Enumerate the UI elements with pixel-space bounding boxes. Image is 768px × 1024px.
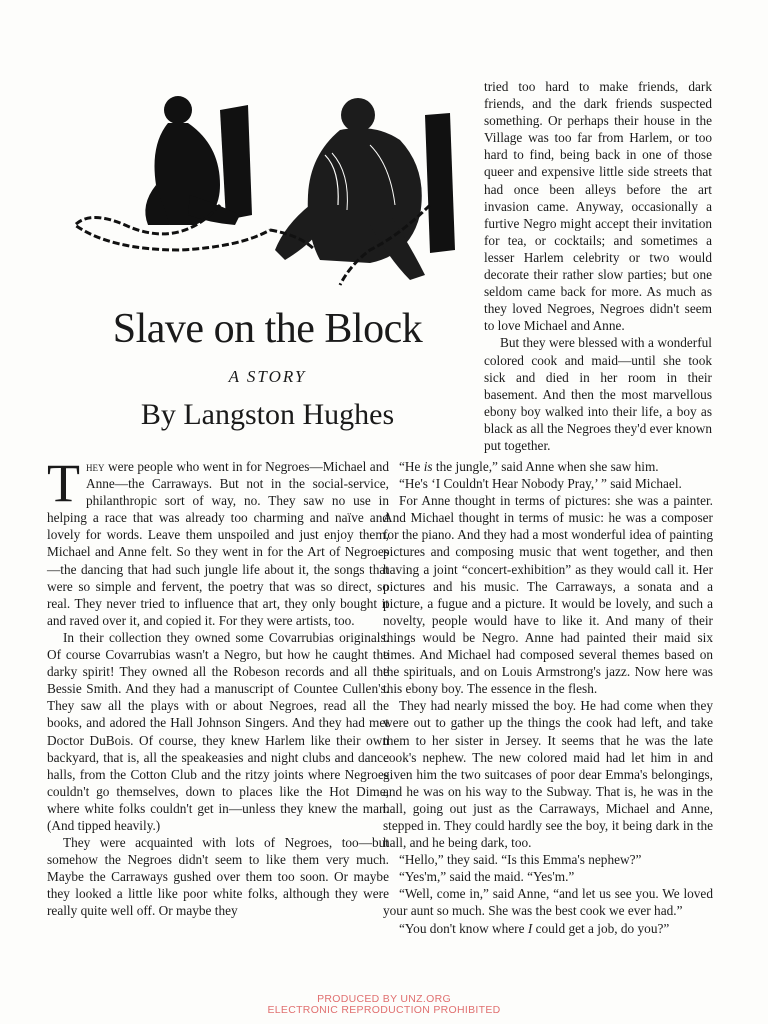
paragraph: But they were blessed with a wonderful colored cook and maid—until she took sick and died in her room in their basement. And then the most marvellous ebony boy walked into their life, a boy as black as all the Negroes they'd ever known put together. [484,335,712,453]
paragraph: They were acquainted with lots of Negroes, too—but somehow the Negroes didn't seem to like them very much. Maybe the Carraways gushed over them too soon. Or maybe they looked a little like poor white folks, although they were really quite well off. Or maybe they [47,835,389,919]
quote-text: could get a job, do you?” [532,920,670,936]
paragraph: For Anne thought in terms of pictures: she was a painter. And Michael thought in terms of music: he was a composer for the piano. And they had a most wonderful idea of painting pictures and composing music that went together, and then having a joint “concert-exhibition” as they would call it. Her pictures and his music. The Carraways, a sonata and a picture, a fugue and a picture. It would be lovely, and such a novelty, people would have to like it. And many of their things would be Negro. Anne had painted their maid six times. And Michael had composed several themes based on the spirituals, and on Louis Armstrong's jazz. Now here was this ebony boy. The essence in the flesh. [383,493,713,697]
paragraph [383,920,713,937]
drop-cap: T [47,453,80,513]
story-subtitle: A STORY [228,367,307,386]
emphasis: is [423,459,433,474]
text-column-right-top [484,78,712,454]
quote-text: “He [399,459,424,474]
watermark-line: PRODUCED BY UNZ.ORG [317,993,451,1005]
quote-text: “You don't know where [399,920,528,936]
paragraph: They had nearly missed the boy. He had come when they were out to gather up the things the cook had left, and take them to her sister in Jersey. It seems that he was the late cook's nephew. The new colored maid had let him in and given him the two suitcases of poor dear Emma's belongings, and he was on his way to the Subway. That is, he was in the hall, going out just as the Carraways, Michael and Anne, stepped in. They could hardly see the boy, it being dark in the hall, and he being dark, too. [383,698,713,851]
lead-in: hey [86,459,105,474]
story-title: Slave on the Block [112,306,423,352]
paragraph: tried too hard to make friends, dark friends, and the dark friends suspected something. Or perhaps their house in the Village was too far from Harlem, or too hard to find, being back in one of those queer and expensive little side streets that had once been alleys before the art invasion came. Anyway, occasionally a furtive Negro might accept their invitation for tea, or cocktails; and sometimes a lesser Harlem celebrity or two would decorate their rather slow parties; but one seldom came back for more. As much as they loved Negroes, Negroes didn't seem to love Michael and Anne. [484,79,712,334]
text-column-left [47,453,389,920]
opening-text: were people who went in for Negroes—Michael and Anne—the Carraways. But not in the social-service, philanthropic sort of way, no. They saw no use in helping a race that was already too charming and naïve and lovely for words. Leave them unspoiled and just enjoy them, Michael and Anne felt. So they went in for the Art of Negroes—the dancing that had such jungle life about it, the songs that were so simple and fervent, the poetry that was so direct, so real. They never tried to influence that art, they only bought it and raved over it, and copied it. For they were artists, too. [47,459,389,628]
chained-figures-illustration [70,75,465,295]
quote-text: the jungle,” said Anne when she saw him. [432,459,659,474]
paragraph: In their collection they owned some Covarrubias originals. Of course Covarrubias wasn't a Negro, but how he caught the darky spirit! They owned all the Robeson records and all the Bessie Smith. And they had a manuscript of Countee Cullen's. They saw all the plays with or about Negroes, read all the books, and adored the Hall Johnson Singers. And they had met Doctor DuBois. Of course, they knew Harlem like their own backyard, that is, all the speakeasies and night clubs and dance halls, from the Cotton Club and the ritzy joints where Negroes couldn't go themselves, down to places like the Hot Dime, where white folks couldn't get in—unless they knew the man. (And tipped heavily.) [47,629,389,833]
paragraph: “Yes'm,” said the maid. “Yes'm.” [399,869,575,885]
emphasis: I [527,920,533,936]
text-column-right [383,458,713,937]
paragraph: “Well, come in,” said Anne, “and let us see you. We loved your aunt so much. She was the best cook we ever had.” [383,886,713,919]
paragraph: “Hello,” they said. “Is this Emma's nephew?” [399,852,642,868]
paragraph [383,458,713,475]
author-byline: By Langston Hughes [140,398,395,431]
watermark-line: ELECTRONIC REPRODUCTION PROHIBITED [267,1004,501,1016]
watermark-footer [0,994,768,1016]
paragraph: “He's ‘I Couldn't Hear Nobody Pray,’ ” said Michael. [399,476,682,492]
opening-paragraph [47,453,389,629]
